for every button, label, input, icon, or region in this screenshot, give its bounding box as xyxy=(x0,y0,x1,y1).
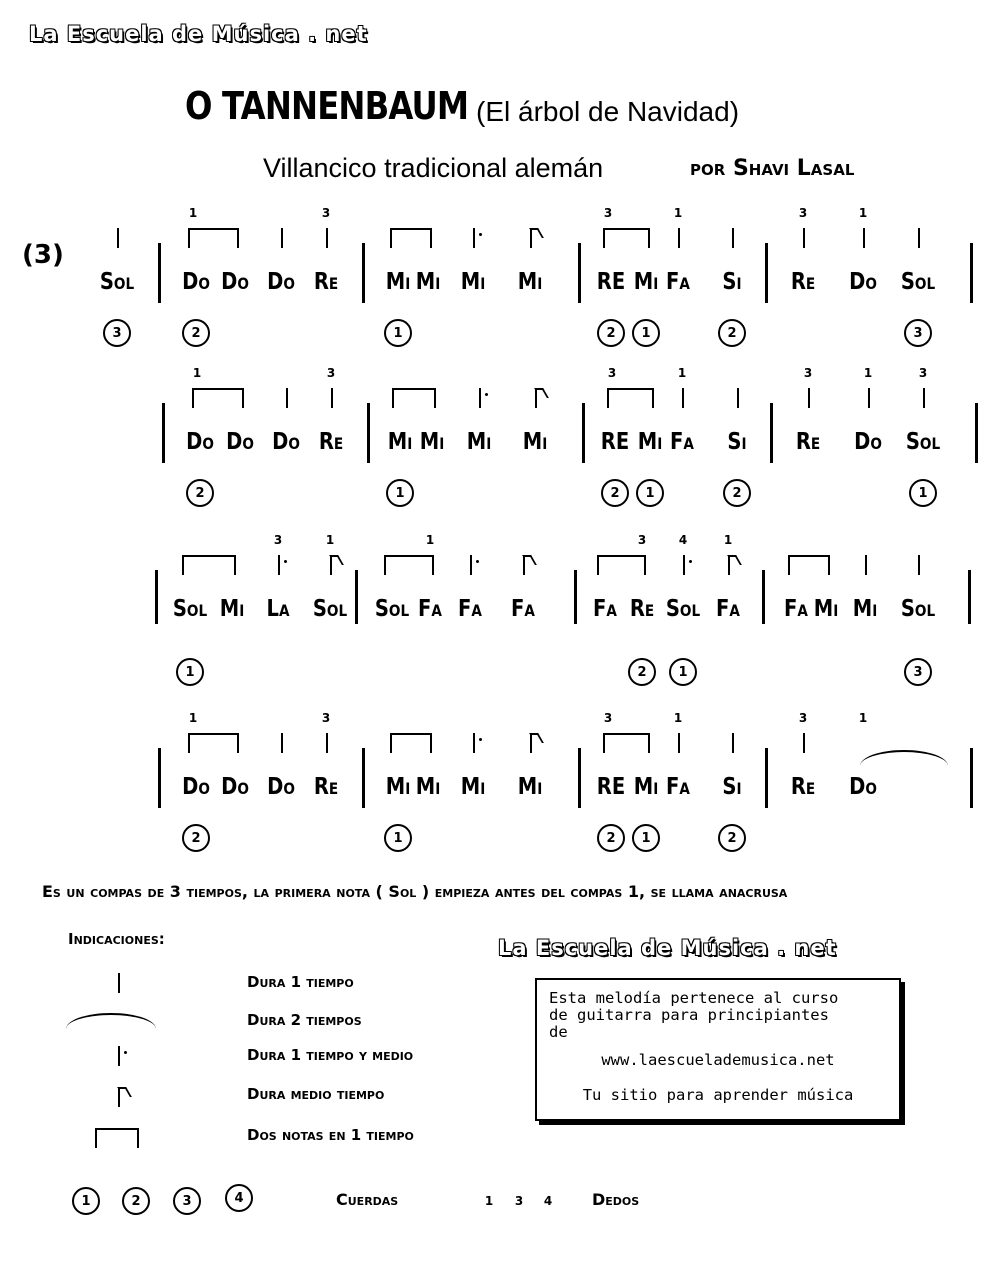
info-box xyxy=(535,978,901,1121)
bar-line xyxy=(155,570,158,624)
quarter-stem xyxy=(868,388,870,408)
finger-number: 1 xyxy=(188,206,198,220)
finger-number: 1 xyxy=(723,533,733,547)
note-name: Do xyxy=(226,429,254,455)
info-url: www.laescuelademusica.net xyxy=(601,1051,835,1069)
note-name: Mi xyxy=(813,596,839,622)
bar-line xyxy=(158,243,161,303)
bar-line xyxy=(765,748,768,808)
note-name: Sol xyxy=(99,269,135,295)
string-circle: 2 xyxy=(601,479,629,507)
bar-line xyxy=(367,403,370,463)
note-name: Mi xyxy=(460,269,486,295)
note-name: Do xyxy=(267,269,295,295)
string-circle: 2 xyxy=(597,319,625,347)
finger-number: 3 xyxy=(607,366,617,380)
string-circle: 3 xyxy=(904,319,932,347)
quarter-stem xyxy=(117,228,119,248)
pair-bracket-symbol xyxy=(95,1128,139,1148)
quarter-stem xyxy=(863,228,865,248)
bar-line xyxy=(158,748,161,808)
quarter-stem xyxy=(281,228,283,248)
finger-legend-number: 4 xyxy=(543,1194,553,1208)
note-name: Sol xyxy=(905,429,941,455)
note-name: Sol xyxy=(172,596,208,622)
string-circle: 1 xyxy=(384,319,412,347)
finger-number: 3 xyxy=(637,533,647,547)
finger-legend-number: 1 xyxy=(484,1194,494,1208)
site-logo: La Escuela de Música . net xyxy=(29,22,368,46)
info-line: Esta melodía pertenece al curso xyxy=(549,989,839,1007)
strings-label: Cuerdas xyxy=(336,1190,399,1209)
note-name: Mi xyxy=(633,774,659,800)
quarter-stem xyxy=(803,733,805,753)
bar-line xyxy=(765,243,768,303)
bar-line xyxy=(578,243,581,303)
pair-bracket xyxy=(384,555,434,575)
string-circle: 1 xyxy=(669,658,697,686)
note-name: Fa xyxy=(458,596,482,622)
bar-line xyxy=(762,570,765,624)
pair-bracket xyxy=(607,388,654,408)
note-name: Mi xyxy=(637,429,663,455)
bar-line xyxy=(362,748,365,808)
note-name: Do xyxy=(186,429,214,455)
quarter-stem xyxy=(278,555,280,575)
note-name: Do xyxy=(849,269,877,295)
note-name: Re xyxy=(629,596,655,622)
note-name: Mi xyxy=(419,429,445,455)
song-subtitle: Villancico tradicional alemán xyxy=(263,153,604,183)
note-name: Mi xyxy=(415,774,441,800)
finger-number: 4 xyxy=(678,533,688,547)
pair-bracket xyxy=(390,228,432,248)
bar-line xyxy=(970,243,973,303)
string-circle: 1 xyxy=(386,479,414,507)
string-circle: 2 xyxy=(597,824,625,852)
string-circle: 2 xyxy=(186,479,214,507)
dot-symbol xyxy=(124,1051,127,1054)
finger-number: 3 xyxy=(798,711,808,725)
note-name: Do xyxy=(221,269,249,295)
dot-mark xyxy=(479,233,482,236)
info-tagline: Tu sitio para aprender música xyxy=(582,1086,854,1104)
quarter-stem xyxy=(732,228,734,248)
note-name: Do xyxy=(221,774,249,800)
note-name: Re xyxy=(313,774,339,800)
note-name: Mi xyxy=(415,269,441,295)
note-name: Fa xyxy=(784,596,808,622)
quarter-stem xyxy=(281,733,283,753)
string-legend-circle: 1 xyxy=(72,1187,100,1215)
pair-bracket xyxy=(390,733,432,753)
note-name: Mi xyxy=(522,429,548,455)
finger-number: 1 xyxy=(863,366,873,380)
time-signature: (3) xyxy=(22,240,64,270)
bar-line xyxy=(355,570,358,624)
note-name: Sol xyxy=(665,596,701,622)
dot-mark xyxy=(476,560,479,563)
note-name: Sol xyxy=(900,596,936,622)
note-name: RE xyxy=(600,429,630,455)
note-name: Mi xyxy=(517,774,543,800)
pair-bracket xyxy=(182,555,236,575)
note-name: Mi xyxy=(385,774,411,800)
string-circle: 3 xyxy=(103,319,131,347)
author: por Shavi Lasal xyxy=(690,156,855,181)
bar-line xyxy=(975,403,978,463)
bar-line xyxy=(578,748,581,808)
finger-number: 1 xyxy=(325,533,335,547)
finger-number: 1 xyxy=(188,711,198,725)
finger-number: 1 xyxy=(858,206,868,220)
quarter-stem xyxy=(803,228,805,248)
fingers-label: Dedos xyxy=(592,1190,640,1209)
pair-bracket xyxy=(392,388,436,408)
note-name: Do xyxy=(849,774,877,800)
note-name: La xyxy=(266,596,290,622)
string-circle: 1 xyxy=(632,824,660,852)
dot-mark xyxy=(689,560,692,563)
note-name: Sol xyxy=(312,596,348,622)
string-legend-circle: 4 xyxy=(225,1184,253,1212)
finger-number: 3 xyxy=(321,206,331,220)
note-name: RE xyxy=(596,269,626,295)
string-circle: 1 xyxy=(176,658,204,686)
quarter-stem-symbol xyxy=(118,973,120,993)
string-circle: 3 xyxy=(904,658,932,686)
note-name: Sol xyxy=(374,596,410,622)
note-name: Do xyxy=(267,774,295,800)
string-circle: 2 xyxy=(182,319,210,347)
legend-label: Dura 2 tiempos xyxy=(247,1011,362,1029)
note-name: Si xyxy=(727,429,747,455)
site-logo-secondary: La Escuela de Música . net xyxy=(498,936,837,960)
bar-line xyxy=(582,403,585,463)
note-name: Mi xyxy=(633,269,659,295)
legend-label: Dura medio tiempo xyxy=(247,1085,385,1103)
info-line: de xyxy=(549,1023,568,1041)
string-circle: 1 xyxy=(636,479,664,507)
note-name: Re xyxy=(313,269,339,295)
quarter-stem xyxy=(678,733,680,753)
dot-mark xyxy=(284,560,287,563)
bar-line xyxy=(162,403,165,463)
tie-arc xyxy=(860,750,948,766)
finger-number: 3 xyxy=(803,366,813,380)
quarter-stem xyxy=(331,388,333,408)
finger-number: 1 xyxy=(677,366,687,380)
bar-line xyxy=(362,243,365,303)
explanation-text: Es un compas de 3 tiempos, la primera nota ( Sol ) empieza antes del compas 1, se llama anacrusa xyxy=(42,882,788,901)
quarter-stem xyxy=(923,388,925,408)
note-name: Do xyxy=(854,429,882,455)
finger-number: 3 xyxy=(798,206,808,220)
legend-label: Dura 1 tiempo y medio xyxy=(247,1046,414,1064)
finger-number: 1 xyxy=(858,711,868,725)
info-line: de guitarra para principiantes xyxy=(549,1006,829,1024)
finger-number: 3 xyxy=(918,366,928,380)
quarter-stem xyxy=(326,733,328,753)
finger-number: 3 xyxy=(603,711,613,725)
legend-title: Indicaciones: xyxy=(68,930,165,948)
legend-label: Dos notas en 1 tiempo xyxy=(247,1126,414,1144)
quarter-stem xyxy=(473,733,475,753)
quarter-stem xyxy=(326,228,328,248)
finger-number: 1 xyxy=(425,533,435,547)
quarter-stem xyxy=(683,555,685,575)
pair-bracket xyxy=(603,228,650,248)
string-circle: 1 xyxy=(909,479,937,507)
quarter-stem xyxy=(865,555,867,575)
quarter-stem xyxy=(286,388,288,408)
finger-number: 1 xyxy=(673,206,683,220)
note-name: Fa xyxy=(666,269,690,295)
bar-line xyxy=(574,570,577,624)
note-name: Mi xyxy=(387,429,413,455)
pair-bracket xyxy=(603,733,650,753)
note-name: Fa xyxy=(593,596,617,622)
pair-bracket xyxy=(188,228,239,248)
finger-number: 3 xyxy=(603,206,613,220)
string-circle: 2 xyxy=(718,319,746,347)
dotted-stem-symbol xyxy=(118,1046,120,1066)
dot-mark xyxy=(479,738,482,741)
note-name: Do xyxy=(182,774,210,800)
finger-legend-number: 3 xyxy=(514,1194,524,1208)
note-name: Mi xyxy=(219,596,245,622)
note-name: Fa xyxy=(666,774,690,800)
note-name: Re xyxy=(795,429,821,455)
finger-number: 3 xyxy=(273,533,283,547)
bar-line xyxy=(968,570,971,624)
pair-bracket xyxy=(188,733,239,753)
tie-symbol xyxy=(66,1013,156,1029)
note-name: Re xyxy=(318,429,344,455)
legend-label: Dura 1 tiempo xyxy=(247,973,354,991)
string-circle: 2 xyxy=(628,658,656,686)
note-name: Si xyxy=(722,774,742,800)
note-name: Re xyxy=(790,774,816,800)
string-circle: 1 xyxy=(632,319,660,347)
note-name: Do xyxy=(182,269,210,295)
note-name: Fa xyxy=(670,429,694,455)
finger-number: 1 xyxy=(192,366,202,380)
finger-number: 3 xyxy=(321,711,331,725)
quarter-stem xyxy=(918,555,920,575)
note-name: Mi xyxy=(385,269,411,295)
note-name: RE xyxy=(596,774,626,800)
quarter-stem xyxy=(737,388,739,408)
finger-number: 3 xyxy=(326,366,336,380)
note-name: Do xyxy=(272,429,300,455)
quarter-stem xyxy=(808,388,810,408)
quarter-stem xyxy=(678,228,680,248)
note-name: Mi xyxy=(460,774,486,800)
quarter-stem xyxy=(732,733,734,753)
string-legend-circle: 2 xyxy=(122,1187,150,1215)
note-name: Fa xyxy=(716,596,740,622)
note-name: Sol xyxy=(900,269,936,295)
string-circle: 1 xyxy=(384,824,412,852)
string-circle: 2 xyxy=(182,824,210,852)
quarter-stem xyxy=(473,228,475,248)
string-circle: 2 xyxy=(718,824,746,852)
quarter-stem xyxy=(918,228,920,248)
note-name: Fa xyxy=(511,596,535,622)
dot-mark xyxy=(485,393,488,396)
note-name: Re xyxy=(790,269,816,295)
quarter-stem xyxy=(479,388,481,408)
note-name: Mi xyxy=(852,596,878,622)
string-legend-circle: 3 xyxy=(173,1187,201,1215)
song-title: O TANNENBAUM xyxy=(185,84,469,128)
pair-bracket xyxy=(192,388,244,408)
quarter-stem xyxy=(470,555,472,575)
string-circle: 2 xyxy=(723,479,751,507)
note-name: Fa xyxy=(418,596,442,622)
song-title-translation: (El árbol de Navidad) xyxy=(476,96,740,127)
pair-bracket xyxy=(597,555,646,575)
note-name: Mi xyxy=(466,429,492,455)
quarter-stem xyxy=(682,388,684,408)
note-name: Si xyxy=(722,269,742,295)
finger-number: 1 xyxy=(673,711,683,725)
pair-bracket xyxy=(788,555,830,575)
bar-line xyxy=(970,748,973,808)
bar-line xyxy=(770,403,773,463)
note-name: Mi xyxy=(517,269,543,295)
